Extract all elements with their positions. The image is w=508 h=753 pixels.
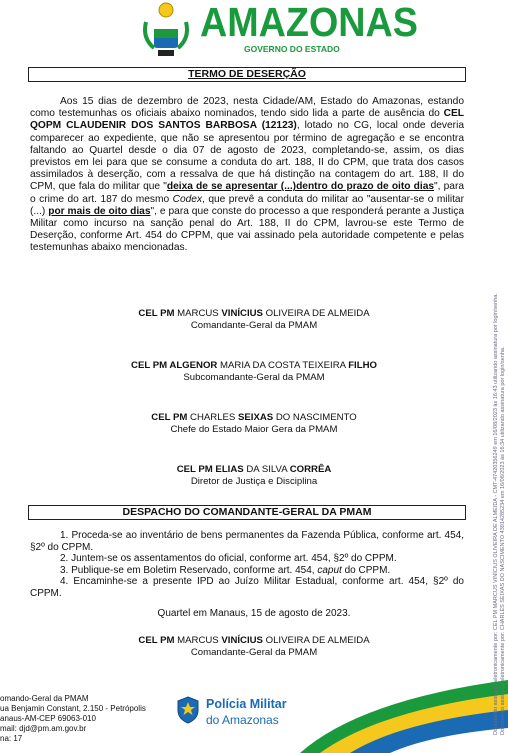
despacho-title: DESPACHO DO COMANDANTE-GERAL DA PMAM (122, 506, 372, 518)
paragraph-text-1: Aos 15 dias de dezembro de 2023, nesta Cidade/AM, Estado do Amazonas, estando como testemunhas os oficiais abaixo nominados, tendo sido lida a parte de ausência do (30, 96, 464, 120)
main-paragraph (30, 96, 464, 255)
brand-subtitle: GOVERNO DO ESTADO (244, 44, 340, 54)
police-badge-icon (176, 696, 200, 724)
side-stamp-line-2: Documento assinado eletronicamente por: CHARLES SEIXAS DO NASCIMENTO 43914285234 em 16/08/2023 às 16:34 utilizando assinatura por login/senha. (500, 346, 506, 735)
place-date: Quartel em Manaus, 15 de agosto de 2023. (157, 608, 351, 619)
footer-address: omando-Geral da PMAM ua Benjamin Constant, 2.150 - Petrópolis anaus-AM-CEP 69063-010 mail: djd@pm.am.gov.br na: 17 (0, 694, 146, 743)
signature-name: CEL PM MARCUS VINÍCIUS OLIVEIRA DE ALMEIDA (138, 635, 370, 646)
document-title-box (28, 67, 466, 82)
signature-role: Comandante-Geral da PMAM (190, 320, 318, 331)
paragraph-text-3: ", para o crime do art. 187 do mesmo (30, 181, 465, 205)
despacho-item: 3. Publique-se em Boletim Reservado, conforme art. 454, caput do CPPM. (60, 564, 391, 576)
pm-logo-line2: do Amazonas (206, 713, 279, 727)
despacho-item: 4. Encaminhe-se a presente IPD ao Juízo Militar Estadual, conforme art. 454, §2º do CPPM. (30, 576, 464, 599)
paragraph-text-5: ", e para que conste do processo a que responderá perante a Justiça Militar como incurso na sanção penal do Art. 188, II do CPM, lavrou-se este Termo de Deserção, conforme Art. 454 do CPPM, que vai assinado pela autoridade competente e pelas testemunhas abaixo mencionadas. (30, 205, 464, 254)
despacho-title-box (28, 505, 466, 520)
electronic-signature-stamp (490, 120, 506, 740)
side-stamp-line-1: Documento assinado eletronicamente por: CEL PM MARCUS VINÍCIUS OLIVEIRA DE ALMEIDA - CMT-47420356249 em 16/08/2023 às 16:43 utilizando assinatura por login/senha. (493, 293, 499, 735)
pm-logo-line1: Polícia Militar (206, 697, 287, 711)
signature-name: CEL PM CHARLES SEIXAS DO NASCIMENTO (151, 412, 357, 423)
signature-role: Diretor de Justiça e Disciplina (190, 476, 318, 487)
paragraph-text-2: , lotado no CG, local onde deveria comparecer ao expediente, que não se apresentou por término de agregação e se encontra faltando ao Quartel desde o dia 07 de agosto de 2023, completando-se, assim, os dias previstos em lei para que se consume a conduta do art. 188, II do CPM, que trata dos casos assimilados à deserção, com a ressalva de que há distinção na contagem do art. 188, II do CPM, que fala do militar que " (30, 120, 464, 193)
signature-block (0, 360, 508, 384)
signature-role: Subcomandante-Geral da PMAM (183, 372, 325, 383)
officer-name: CEL QOPM CLAUDENIR DOS SANTOS BARBOSA (12123) (30, 108, 464, 132)
signature-name: CEL PM ALGENOR MARIA DA COSTA TEIXEIRA FILHO (131, 360, 377, 371)
document-title: TERMO DE DESERÇÃO (188, 68, 306, 80)
signature-role: Comandante-Geral da PMAM (190, 647, 318, 658)
signature-name: CEL PM ELIAS DA SILVA CORRÊA (176, 464, 332, 475)
despacho-item: 1. Proceda-se ao inventário de bens permanentes da Fazenda Pública, conforme art. 454, §2º do CPPM. (30, 530, 464, 553)
quote-2: por mais de oito dias (48, 205, 151, 217)
codex-term: Codex (172, 193, 203, 205)
quote-1: deixa de se apresentar (...)dentro do prazo de oito dias (166, 181, 435, 193)
signature-block (0, 412, 508, 436)
signature-block (0, 308, 508, 332)
signature-name: CEL PM MARCUS VINÍCIUS OLIVEIRA DE ALMEIDA (138, 308, 370, 319)
paragraph-text-4: , que prevê a conduta do militar ao "ausentar-se o militar (...) (30, 193, 464, 217)
brand-title: AMAZONAS (200, 0, 418, 45)
despacho-items (30, 530, 464, 600)
signature-block (0, 464, 508, 488)
amazonas-crest-icon (140, 2, 192, 58)
despacho-item: 2. Juntem-se os assentamentos do oficial, conforme art. 454, §2º do CPPM. (60, 553, 397, 565)
flag-waves-decoration (300, 680, 508, 753)
signature-role: Chefe do Estado Maior Gera da PMAM (170, 424, 338, 435)
final-signature-block (0, 635, 508, 659)
